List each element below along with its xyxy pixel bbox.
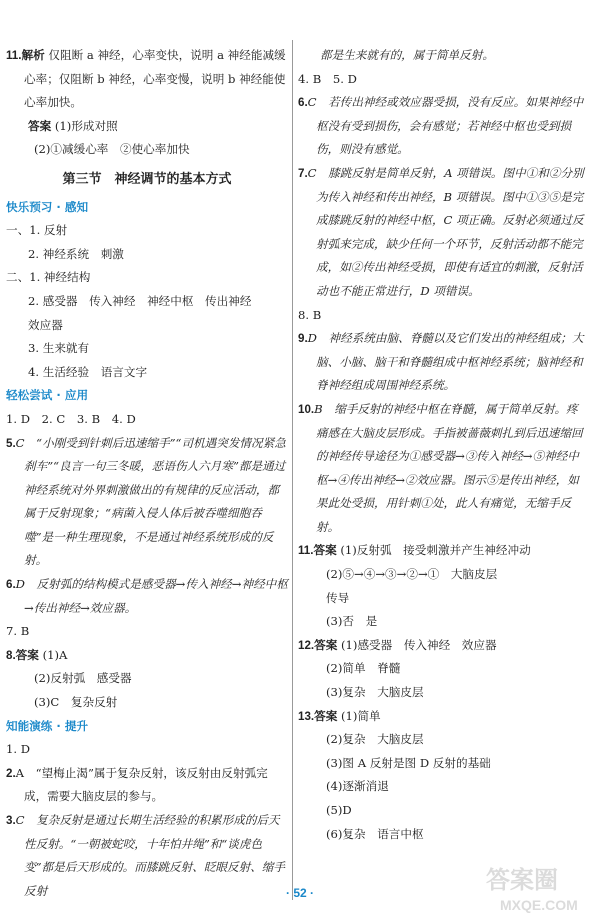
- answer-line: [298, 705, 588, 729]
- question-number: 11.: [298, 544, 314, 558]
- question-number: 8.: [6, 648, 16, 662]
- answer-text: 传导: [326, 590, 350, 605]
- answer-text: (6)复杂 语言中枢: [326, 826, 424, 841]
- answer-line: [298, 799, 588, 823]
- answer-line: [6, 219, 288, 243]
- answer-line: [6, 44, 288, 115]
- question-number: 3.: [6, 814, 16, 827]
- answer-line: [298, 775, 588, 799]
- answer-text: (2)⑤→④→③→②→① 大脑皮层: [326, 567, 498, 582]
- left-column: [6, 44, 288, 903]
- answer-line: [298, 728, 588, 752]
- answer-text: (5)D: [326, 803, 352, 817]
- explanation-text: B 缩手反射的神经中枢在脊髓，属于简单反射。疼痛感在大脑皮层形成。手指被蔷薇刺扎到后迅速缩回的神经传导途径为①感受器→③传入神经→⑤神经中枢→④传出神经→②效应器。图示⑤是传出神经，如果此处受损，用针刺①处，此人有痛觉，无缩手反射。: [314, 401, 583, 534]
- answer-text: (1)反射弧 接受刺激并产生神经冲动: [340, 543, 531, 558]
- answer-line: [6, 667, 288, 691]
- answer-text: 4. 生活经验 语言文字: [28, 364, 148, 379]
- answer-line: [6, 738, 288, 762]
- watermark-logo: [480, 860, 590, 916]
- answer-text: 二、1. 神经结构: [6, 270, 91, 285]
- explanation-text: 都是生来就有的，属于简单反射。: [320, 48, 494, 62]
- answer-text: (2)复杂 大脑皮层: [326, 732, 424, 747]
- explanation-text: C 膝跳反射是简单反射，A 项错误。图中①和②分别为传入神经和传出神经，B 项错误。图中①③⑤是完成膝跳反射的神经中枢，C 项正确。反射必须通过反射弧来完成，缺少任何一个环节，反射活动都不能完成，如②传出神经受损，即使有适宜的刺激，反射活动也不能正常进行，D 项错误。: [307, 165, 584, 298]
- answer-text: (1)A: [42, 647, 68, 662]
- answer-text: 2. 神经系统 刺激: [28, 246, 124, 261]
- answer-line: [6, 243, 288, 267]
- answer-line: [298, 634, 588, 658]
- explanation-text: D 神经系统由脑、脊髓以及它们发出的神经组成；大脑、小脑、脑干和脊髓组成中枢神经系统；脑神经和脊神经组成周围神经系统。: [307, 331, 584, 393]
- answer-label: 答案: [314, 638, 338, 652]
- answer-label: 答案: [28, 119, 52, 133]
- answer-label: 答案: [15, 648, 39, 662]
- explanation-text: C 复杂反射是通过长期生活经验的积累形成的后天性反射。“一朝被蛇咬，十年怕井绳”和“谈虎色变”都是后天形成的。而膝跳反射、眨眼反射、缩手反射: [15, 813, 285, 898]
- answer-text: 4. B 5. D: [298, 71, 357, 86]
- answer-line: [6, 138, 288, 162]
- answer-text: (3)图 A 反射是图 D 反射的基础: [326, 755, 491, 770]
- answer-text: A “望梅止渴”属于复杂反射，该反射由反射弧完成，需要大脑皮层的参与。: [15, 765, 268, 804]
- answer-line: [298, 44, 588, 68]
- answer-line: [298, 162, 588, 304]
- answer-text: (3)C 复杂反射: [34, 695, 118, 710]
- question-number: 10.: [298, 402, 315, 416]
- answer-line: [6, 115, 288, 139]
- question-number: 7.: [298, 166, 308, 180]
- question-number: 13.: [298, 709, 315, 723]
- watermark-url: MXQE.COM: [500, 897, 578, 913]
- answer-line: [6, 290, 288, 314]
- answer-line: [298, 398, 588, 540]
- question-number: 6.: [298, 96, 308, 110]
- section-header: 轻松尝试 · 应用: [6, 388, 89, 403]
- section-header: 知能演练 · 提升: [6, 718, 89, 733]
- answer-label: 答案: [314, 709, 338, 723]
- question-number: 2.: [6, 766, 16, 780]
- answer-line: [298, 752, 588, 776]
- answer-line: [6, 266, 288, 290]
- answer-line: [6, 361, 288, 385]
- answer-label: 解析: [21, 49, 45, 62]
- answer-text: (2)①减缓心率 ②使心率加快: [34, 142, 190, 157]
- answer-line: [6, 432, 288, 574]
- answer-line: [6, 573, 288, 620]
- answer-line: [6, 620, 288, 644]
- answer-text: 3. 生来就有: [28, 341, 90, 356]
- explanation-text: C 若传出神经或效应器受损，没有反应。如果神经中枢没有受到损伤，会有感觉；若神经中枢也受到损伤，则没有感觉。: [307, 95, 584, 157]
- answer-text: 7. B: [6, 624, 30, 639]
- question-number: 11.: [6, 49, 22, 62]
- answer-line: [298, 610, 588, 634]
- answer-text: (4)逐渐消退: [326, 779, 389, 794]
- answer-line: [298, 823, 588, 847]
- answer-label: 答案: [313, 544, 337, 558]
- question-number: 5.: [6, 436, 16, 450]
- explanation-text: C “小刚受到针刺后迅速缩手”“司机遇突发情况紧急刹车”“良言一句三冬暖，恶语伤人六月寒”都是通过神经系统对外界刺激做出的有规律的反应活动，都属于反射现象；“病菌入侵人体后被吞噬细胞吞噬”是一种生理现象，不是通过神经系统形成的反射。: [15, 435, 286, 568]
- answer-line: [6, 644, 288, 668]
- answer-line: [298, 587, 588, 611]
- answer-line: [298, 68, 588, 92]
- answer-line: [298, 539, 588, 563]
- answer-text: 效应器: [28, 317, 63, 332]
- question-number: 9.: [298, 332, 308, 346]
- answer-text: 8. B: [298, 307, 322, 322]
- question-number: 12.: [298, 638, 315, 652]
- answer-line: [298, 304, 588, 328]
- answer-text: (3)复杂 大脑皮层: [326, 685, 424, 700]
- answer-text: (2)反射弧 感受器: [34, 671, 132, 686]
- section-header: 快乐预习 · 感知: [6, 199, 89, 214]
- answer-text: (1)简单: [341, 708, 381, 723]
- answer-text: 一、1. 反射: [6, 223, 68, 238]
- answer-line: [6, 408, 288, 432]
- answer-text: (3)否 是: [326, 614, 378, 629]
- answer-line: [298, 563, 588, 587]
- answer-line: [298, 681, 588, 705]
- answer-line: [298, 327, 588, 398]
- watermark-text: 答案圈: [486, 866, 558, 894]
- answer-line: [298, 91, 588, 162]
- column-divider: [292, 40, 293, 900]
- answer-line: [298, 657, 588, 681]
- explanation-text: D 反射弧的结构模式是感受器→传入神经→神经中枢→传出神经→效应器。: [15, 577, 288, 615]
- answer-text: (1)形成对照: [54, 118, 118, 133]
- answer-text: (2)简单 脊髓: [326, 661, 401, 676]
- answer-text: 2. 感受器 传入神经 神经中枢 传出神经: [28, 293, 252, 308]
- page-number: · 52 ·: [285, 886, 314, 900]
- answer-text: 1. D 2. C 3. B 4. D: [6, 411, 136, 426]
- answer-line: [6, 762, 288, 809]
- answer-text: (1)感受器 传入神经 效应器: [341, 637, 497, 652]
- right-column: [298, 44, 588, 846]
- answer-line: [6, 691, 288, 715]
- question-number: 6.: [6, 578, 16, 592]
- section-title: 第三节 神经调节的基本方式: [62, 171, 232, 187]
- answer-line: [6, 314, 288, 338]
- answer-text: 仅阻断 a 神经，心率变快，说明 a 神经能减缓心率；仅阻断 b 神经，心率变慢，说明 b 神经能使心率加快。: [24, 48, 286, 110]
- answer-text: 1. D: [6, 742, 31, 757]
- answer-line: [6, 337, 288, 361]
